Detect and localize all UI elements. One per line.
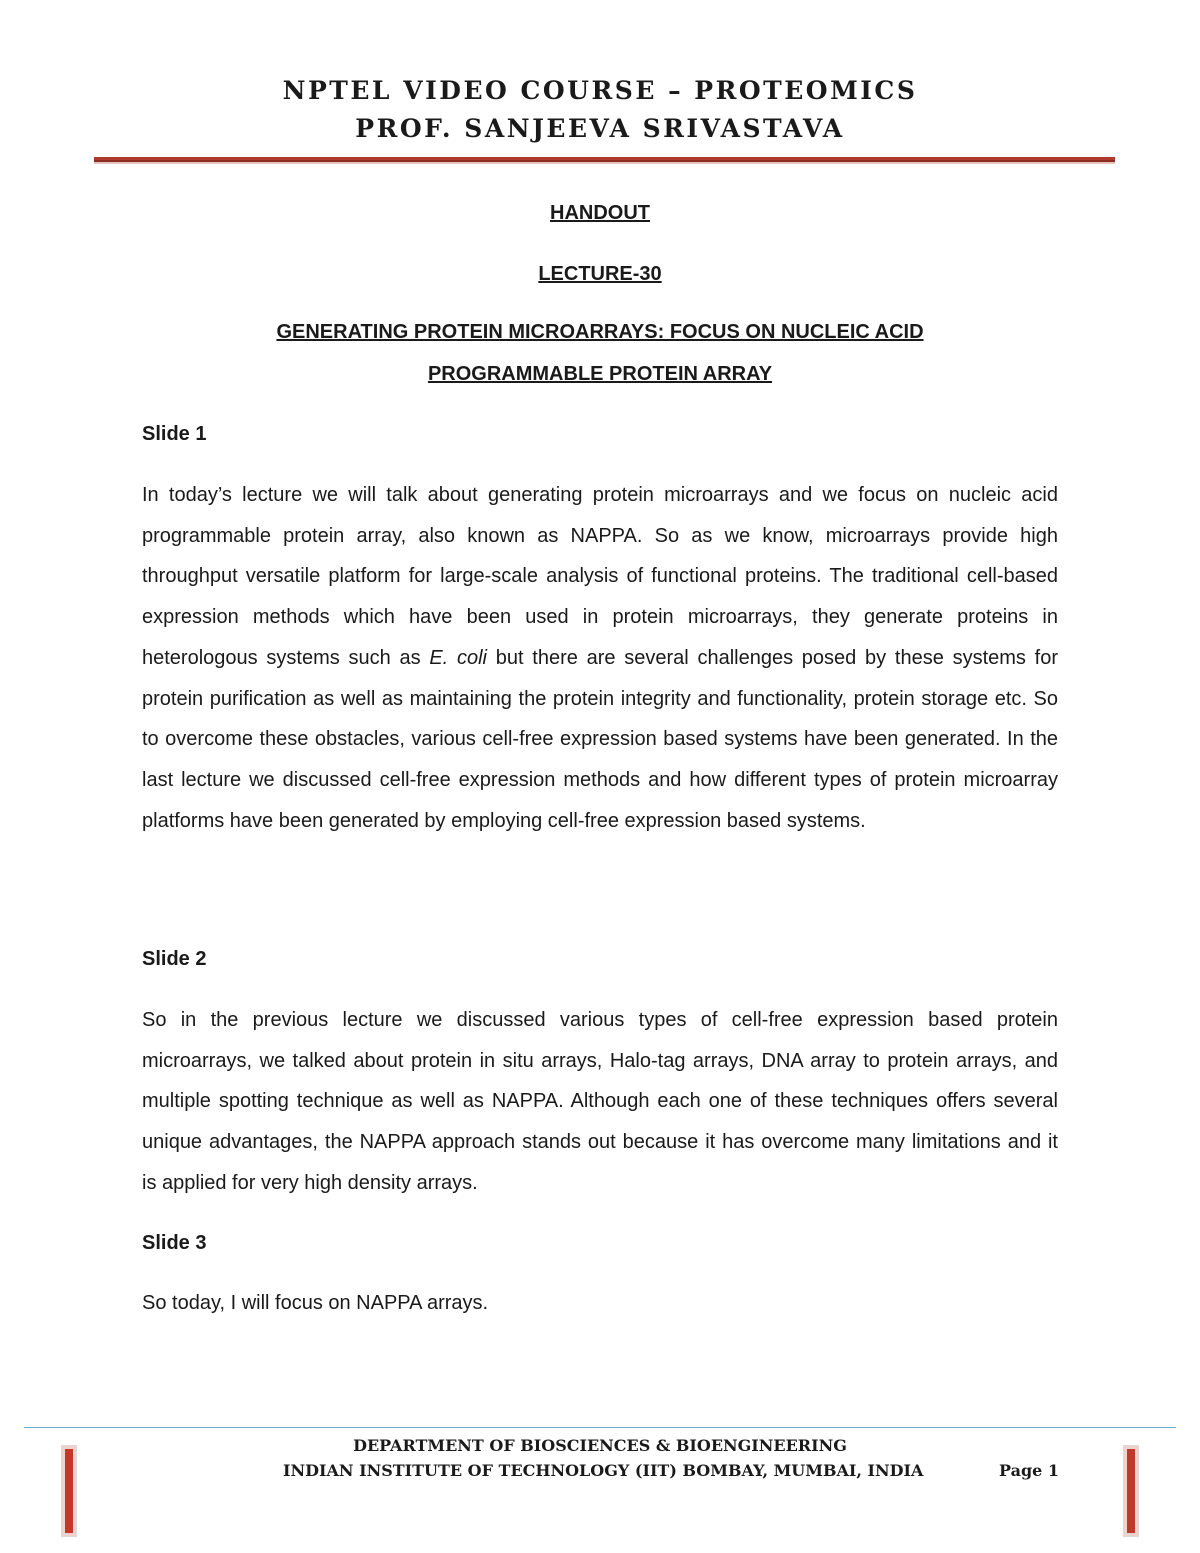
- slide-1-text-gap: [448, 647, 457, 669]
- footer-department: DEPARTMENT OF BIOSCIENCES & BIOENGINEERING: [353, 1436, 847, 1455]
- slide-1-italic-2: coli: [456, 646, 487, 669]
- page-number: Page 1: [999, 1461, 1060, 1480]
- document-title-line-1: GENERATING PROTEIN MICROARRAYS: FOCUS ON NUCLEIC ACID: [276, 321, 924, 343]
- lecture-label: LECTURE-30: [538, 263, 662, 285]
- header-divider: [94, 157, 1115, 162]
- slide-2-paragraph: So in the previous lecture we discussed various types of cell-free expression based protein microarrays, we talked about protein in situ arrays, Halo-tag arrays, DNA array to protein arrays, and multiple spotting technique as well as NAPPA. Although each one of these techniques offers several unique advantages, the NAPPA approach stands out because it has overcome many limitations and it is applied for very high density arrays.: [142, 1009, 1058, 1194]
- footer-left-bar: [62, 1446, 76, 1536]
- footer-divider: [24, 1427, 1176, 1428]
- slide-3-paragraph: So today, I will focus on NAPPA arrays.: [142, 1292, 489, 1314]
- slide-1-text-part-1: In today’s lecture we will talk about generating protein microarrays and we focus on nucleic acid programmable protein array, also known as NAPPA. So as we know, microarrays provide high throughput versatile platform for large-scale analysis of functional proteins. The traditional cell-based expression methods which have been used in protein microarrays, they generate proteins in heterologous systems such as: [142, 484, 1058, 669]
- slide-1-heading: Slide 1: [142, 423, 207, 445]
- slide-3-heading: Slide 3: [142, 1232, 207, 1254]
- document-title-line-2: PROGRAMMABLE PROTEIN ARRAY: [427, 363, 773, 385]
- course-title: NPTEL VIDEO COURSE – PROTEOMICS: [282, 76, 918, 105]
- slide-1-text-part-2: but there are several challenges posed by these systems for protein purification as well as maintaining the protein integrity and functionality, protein storage etc. So to overcome these obstacles, various cell-free expression based systems have been generated. In the last lecture we discussed cell-free expression methods and how different types of protein microarray platforms have been generated by employing cell-free expression based systems.: [142, 646, 1058, 832]
- footer-institute: INDIAN INSTITUTE OF TECHNOLOGY (IIT) BOMBAY, MUMBAI, INDIA: [283, 1461, 924, 1480]
- handout-label: HANDOUT: [550, 202, 650, 224]
- footer-right-bar: [1124, 1446, 1138, 1536]
- slide-1-paragraph: [142, 475, 1058, 841]
- slide-2-heading: Slide 2: [142, 948, 207, 970]
- professor-name: PROF. SANJEEVA SRIVASTAVA: [355, 114, 845, 143]
- slide-1-italic-1: E.: [429, 646, 449, 669]
- page-header: [0, 72, 1200, 148]
